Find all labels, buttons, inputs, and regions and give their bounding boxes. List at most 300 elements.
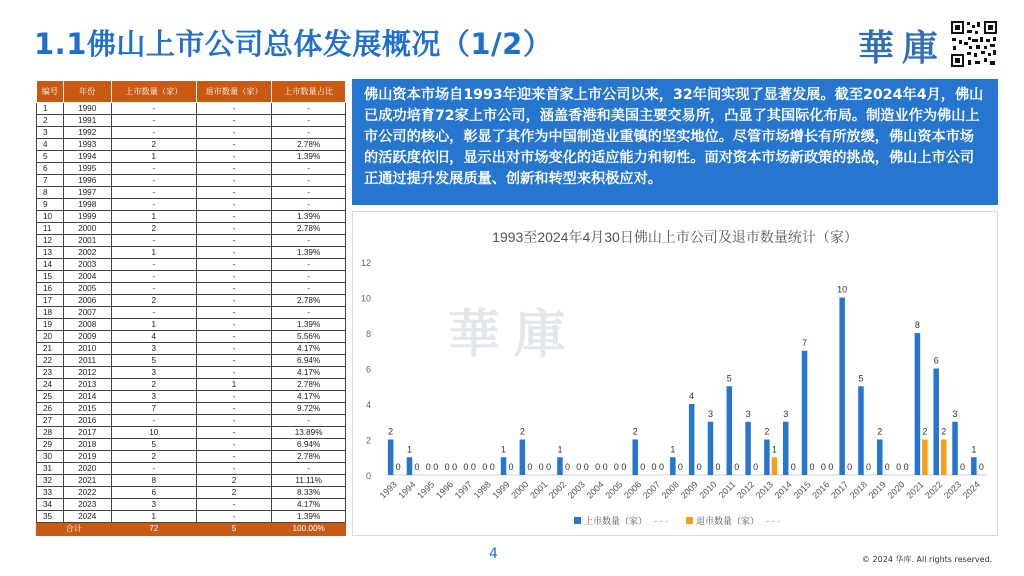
data-label: 0 — [444, 462, 450, 472]
data-label: 2 — [877, 426, 883, 437]
cell-index: 33 — [37, 487, 64, 499]
x-tick-label: 2015 — [791, 479, 813, 501]
cell-delisted: - — [196, 367, 271, 379]
cell-share: - — [272, 175, 346, 187]
x-tick-label: 1998 — [471, 479, 493, 501]
y-tick-label: 6 — [365, 364, 371, 375]
cell-share: 2.78% — [272, 139, 346, 151]
data-label: 4 — [689, 391, 695, 401]
data-label: 0 — [395, 462, 401, 472]
bar-delisted — [772, 457, 778, 475]
bar-delisted — [941, 440, 947, 476]
x-tick-label: 2019 — [866, 479, 888, 501]
cell-delisted: 2 — [196, 487, 271, 499]
table-row — [37, 187, 346, 199]
x-tick-label: 2001 — [528, 479, 550, 501]
bar-listed — [388, 440, 394, 476]
data-label: 2 — [922, 426, 928, 437]
cell-delisted: - — [196, 127, 271, 139]
data-label: 0 — [978, 462, 984, 472]
cell-listed: - — [111, 103, 196, 115]
cell-share: - — [272, 235, 346, 247]
cell-index: 18 — [37, 307, 64, 319]
cell-index: 10 — [37, 211, 64, 223]
cell-delisted: - — [196, 175, 271, 187]
table-row — [37, 451, 346, 463]
table-row — [37, 343, 346, 355]
table-row — [37, 487, 346, 499]
data-label: 0 — [452, 462, 458, 472]
cell-index: 5 — [37, 151, 64, 163]
cell-listed: - — [111, 175, 196, 187]
cell-year: 2020 — [63, 463, 111, 475]
cell-index: 17 — [37, 295, 64, 307]
x-tick-label: 2006 — [622, 479, 644, 501]
cell-delisted: - — [196, 295, 271, 307]
qr-code-icon — [950, 20, 998, 68]
x-tick-label: 2024 — [960, 479, 983, 501]
table-row — [37, 379, 346, 391]
data-label: 0 — [583, 462, 589, 472]
total-label: 合计 — [37, 523, 112, 536]
data-label: 7 — [802, 337, 808, 348]
cell-index: 3 — [37, 127, 64, 139]
bar-listed — [858, 386, 864, 475]
data-label: 0 — [896, 462, 902, 472]
cell-delisted: - — [196, 283, 271, 295]
cell-listed: - — [111, 235, 196, 247]
cell-year: 2022 — [63, 487, 111, 499]
description-panel: 佛山资本市场自1993年迎来首家上市公司以来，32年间实现了显著发展。截至2024年4月，佛山已成功培育72家上市公司，涵盖香港和美国主要交易所，凸显了其国际化布局。制造业作为佛山上市公司的核心，彰显了其作为中国制造业重镇的坚实地位。尽管市场增长有所放缓，佛山资本市场的活跃度依旧，显示出对市场变化的适应能力和韧性。面对资本市场新政策的挑战，佛山上市公司正通过提升发展质量、创新和转型来积极应对。 — [352, 79, 998, 205]
cell-listed: 3 — [111, 367, 196, 379]
cell-share: - — [272, 199, 346, 211]
data-label: 1 — [557, 444, 563, 455]
x-tick-label: 1999 — [490, 479, 512, 501]
table-row — [37, 223, 346, 235]
cell-year: 2007 — [63, 307, 111, 319]
cell-year: 1995 — [63, 163, 111, 175]
cell-listed: - — [111, 283, 196, 295]
header-year: 年份 — [63, 81, 111, 103]
table-row — [37, 499, 346, 511]
legend-line-marker: - - - — [654, 516, 668, 526]
data-label: 0 — [640, 462, 646, 472]
cell-delisted: - — [196, 271, 271, 283]
data-label: 0 — [659, 462, 665, 472]
cell-year: 2004 — [63, 271, 111, 283]
cell-share: - — [272, 307, 346, 319]
table-row — [37, 355, 346, 367]
data-label: 0 — [753, 462, 759, 472]
cell-delisted: - — [196, 499, 271, 511]
bar-listed — [952, 422, 958, 475]
cell-year: 2023 — [63, 499, 111, 511]
table-row — [37, 247, 346, 259]
table-row — [37, 103, 346, 115]
cell-index: 16 — [37, 283, 64, 295]
cell-delisted: - — [196, 211, 271, 223]
data-label: 0 — [828, 462, 834, 472]
cell-index: 19 — [37, 319, 64, 331]
x-tick-label: 2018 — [847, 479, 870, 501]
table-row — [37, 307, 346, 319]
cell-delisted: - — [196, 199, 271, 211]
data-label: 8 — [914, 320, 920, 330]
table-row — [37, 415, 346, 427]
data-label: 0 — [425, 462, 431, 472]
cell-year: 2011 — [63, 355, 111, 367]
x-tick-label: 2022 — [923, 479, 945, 501]
x-tick-label: 2023 — [941, 479, 964, 501]
cell-delisted: - — [196, 415, 271, 427]
data-label: 0 — [576, 462, 582, 472]
table-row — [37, 403, 346, 415]
cell-share: 1.39% — [272, 247, 346, 259]
x-tick-label: 2021 — [904, 479, 926, 501]
table-row — [37, 235, 346, 247]
data-label: 0 — [602, 462, 608, 472]
cell-year: 2010 — [63, 343, 111, 355]
cell-listed: 3 — [111, 391, 196, 403]
data-label: 3 — [783, 408, 789, 419]
x-tick-label: 1995 — [415, 479, 437, 501]
data-label: 0 — [527, 462, 533, 472]
cell-share: - — [272, 115, 346, 127]
x-tick-label: 1994 — [396, 479, 418, 501]
y-tick-label: 2 — [365, 435, 371, 446]
bar-listed — [632, 440, 638, 476]
cell-delisted: - — [196, 163, 271, 175]
cell-delisted: - — [196, 439, 271, 451]
table-row — [37, 475, 346, 487]
cell-index: 1 — [37, 103, 64, 115]
cell-index: 14 — [37, 259, 64, 271]
legend-line-marker: - - - — [766, 516, 780, 526]
data-label: 0 — [538, 462, 544, 472]
cell-delisted: - — [196, 319, 271, 331]
bar-listed — [764, 440, 770, 476]
cell-share: 1.39% — [272, 151, 346, 163]
cell-listed: 1 — [111, 319, 196, 331]
cell-index: 15 — [37, 271, 64, 283]
cell-index: 12 — [37, 235, 64, 247]
x-tick-label: 1993 — [377, 479, 399, 501]
data-label: 0 — [960, 462, 966, 472]
page-number: 4 — [489, 546, 498, 562]
data-label: 0 — [621, 462, 627, 472]
x-tick-label: 1996 — [434, 479, 456, 501]
data-label: 3 — [745, 408, 751, 419]
cell-listed: 5 — [111, 439, 196, 451]
x-tick-label: 2020 — [885, 479, 907, 501]
cell-share: 4.17% — [272, 367, 346, 379]
listing-table-container — [36, 80, 346, 536]
bar-listed — [689, 404, 695, 475]
cell-listed: 7 — [111, 403, 196, 415]
page-title: 1.1佛山上市公司总体发展概况（1/2） — [34, 27, 553, 61]
data-label: 0 — [564, 462, 570, 472]
cell-delisted: - — [196, 307, 271, 319]
x-tick-label: 2009 — [678, 479, 700, 501]
data-label: 2 — [941, 426, 947, 437]
x-tick-label: 2011 — [716, 479, 738, 501]
data-label: 1 — [670, 444, 676, 455]
data-label: 0 — [433, 462, 439, 472]
cell-listed: 2 — [111, 451, 196, 463]
cell-year: 2008 — [63, 319, 111, 331]
cell-share: - — [272, 271, 346, 283]
cell-delisted: - — [196, 259, 271, 271]
chart-panel — [352, 211, 998, 536]
table-row — [37, 151, 346, 163]
data-label: 0 — [884, 462, 890, 472]
cell-share: 2.78% — [272, 295, 346, 307]
cell-listed: - — [111, 307, 196, 319]
bar-listed — [520, 440, 526, 476]
header-listed-share: 上市数量占比 — [272, 81, 346, 103]
cell-index: 9 — [37, 199, 64, 211]
table-row — [37, 367, 346, 379]
table-row — [37, 391, 346, 403]
data-label: 0 — [790, 462, 796, 472]
cell-year: 2006 — [63, 295, 111, 307]
bar-listed — [670, 457, 676, 475]
data-label: 0 — [820, 462, 826, 472]
cell-year: 2002 — [63, 247, 111, 259]
table-row — [37, 319, 346, 331]
cell-year: 1992 — [63, 127, 111, 139]
cell-listed: - — [111, 115, 196, 127]
data-label: 0 — [595, 462, 601, 472]
cell-share: 2.78% — [272, 379, 346, 391]
cell-share: 6.94% — [272, 355, 346, 367]
cell-year: 1997 — [63, 187, 111, 199]
cell-year: 2000 — [63, 223, 111, 235]
y-tick-label: 4 — [365, 400, 371, 410]
cell-listed: 1 — [111, 151, 196, 163]
cell-listed: 4 — [111, 331, 196, 343]
cell-year: 2016 — [63, 415, 111, 427]
header-delisted-count: 退市数量（家） — [196, 81, 271, 103]
bar-listed — [933, 369, 939, 476]
data-label: 0 — [903, 462, 909, 472]
cell-index: 26 — [37, 403, 64, 415]
table-row — [37, 427, 346, 439]
cell-share: 1.39% — [272, 211, 346, 223]
cell-delisted: - — [196, 403, 271, 415]
x-tick-label: 2010 — [697, 479, 719, 501]
table-row — [37, 211, 346, 223]
cell-year: 2019 — [63, 451, 111, 463]
bar-listed — [802, 351, 808, 475]
cell-share: 2.78% — [272, 223, 346, 235]
data-label: 0 — [715, 462, 721, 472]
cell-delisted: - — [196, 103, 271, 115]
data-label: 0 — [463, 462, 469, 472]
table-row — [37, 331, 346, 343]
cell-year: 2014 — [63, 391, 111, 403]
x-tick-label: 2004 — [584, 479, 606, 501]
data-label: 10 — [837, 284, 848, 295]
data-label: 0 — [613, 462, 619, 472]
bar-listed — [708, 422, 714, 475]
cell-index: 23 — [37, 367, 64, 379]
cell-index: 31 — [37, 463, 64, 475]
data-label: 3 — [707, 408, 713, 419]
data-label: 0 — [696, 462, 702, 472]
brand-logo: 華庫 — [858, 27, 947, 69]
cell-share: - — [272, 463, 346, 475]
data-label: 0 — [546, 462, 552, 472]
table-row — [37, 175, 346, 187]
x-tick-label: 2007 — [640, 479, 663, 501]
cell-share: - — [272, 103, 346, 115]
cell-year: 2017 — [63, 427, 111, 439]
cell-index: 7 — [37, 175, 64, 187]
cell-share: 8.33% — [272, 487, 346, 499]
cell-year: 2005 — [63, 283, 111, 295]
x-tick-label: 2002 — [546, 479, 569, 501]
data-label: 0 — [414, 462, 420, 472]
cell-share: 4.17% — [272, 499, 346, 511]
cell-listed: 1 — [111, 211, 196, 223]
cell-listed: 5 — [111, 355, 196, 367]
data-label: 2 — [519, 426, 525, 437]
legend-swatch — [686, 517, 693, 524]
table-row — [37, 511, 346, 523]
cell-year: 2015 — [63, 403, 111, 415]
bar-listed — [971, 457, 977, 475]
cell-year: 1993 — [63, 139, 111, 151]
bar-listed — [501, 457, 507, 475]
cell-delisted: - — [196, 139, 271, 151]
bar-listed — [727, 386, 733, 475]
y-tick-label: 8 — [365, 329, 371, 339]
cell-delisted: - — [196, 427, 271, 439]
cell-index: 30 — [37, 451, 64, 463]
cell-listed: 1 — [111, 247, 196, 259]
cell-year: 2024 — [63, 511, 111, 523]
x-tick-label: 2005 — [603, 479, 625, 501]
x-tick-label: 1997 — [452, 479, 475, 501]
data-label: 0 — [470, 462, 476, 472]
cell-listed: - — [111, 271, 196, 283]
cell-delisted: - — [196, 223, 271, 235]
cell-year: 2021 — [63, 475, 111, 487]
data-label: 1 — [501, 444, 507, 455]
table-row — [37, 283, 346, 295]
bar-listed — [839, 298, 845, 476]
cell-index: 2 — [37, 115, 64, 127]
table-row — [37, 295, 346, 307]
cell-share: 1.39% — [272, 511, 346, 523]
data-label: 0 — [508, 462, 514, 472]
data-label: 0 — [482, 462, 488, 472]
watermark: 華庫 — [448, 304, 581, 365]
cell-share: - — [272, 187, 346, 199]
table-row — [37, 439, 346, 451]
cell-share: - — [272, 283, 346, 295]
cell-listed: - — [111, 259, 196, 271]
table-row — [37, 115, 346, 127]
cell-share: 4.17% — [272, 343, 346, 355]
data-label: 0 — [651, 462, 657, 472]
bar-listed — [915, 333, 921, 475]
cell-share: 1.39% — [272, 319, 346, 331]
data-label: 3 — [952, 408, 958, 419]
data-label: 1 — [406, 444, 412, 455]
copyright-notice: © 2024 华库. All rights reserved. — [862, 555, 993, 564]
x-tick-label: 2017 — [829, 479, 851, 501]
cell-year: 1998 — [63, 199, 111, 211]
data-label: 0 — [847, 462, 853, 472]
cell-year: 2012 — [63, 367, 111, 379]
cell-share: 5.56% — [272, 331, 346, 343]
cell-share: - — [272, 127, 346, 139]
cell-year: 1991 — [63, 115, 111, 127]
cell-listed: 2 — [111, 223, 196, 235]
cell-year: 1999 — [63, 211, 111, 223]
x-tick-label: 2003 — [565, 479, 587, 501]
cell-index: 28 — [37, 427, 64, 439]
bar-listed — [557, 457, 563, 475]
cell-listed: - — [111, 187, 196, 199]
cell-delisted: - — [196, 331, 271, 343]
cell-index: 32 — [37, 475, 64, 487]
data-label: 0 — [677, 462, 683, 472]
bar-listed — [783, 422, 789, 475]
cell-index: 8 — [37, 187, 64, 199]
cell-share: - — [272, 259, 346, 271]
cell-listed: - — [111, 415, 196, 427]
table-header-row — [37, 81, 346, 103]
table-row — [37, 163, 346, 175]
cell-delisted: 2 — [196, 475, 271, 487]
cell-year: 2003 — [63, 259, 111, 271]
x-tick-label: 2008 — [659, 479, 682, 501]
cell-index: 27 — [37, 415, 64, 427]
legend-swatch — [574, 517, 581, 524]
cell-listed: 3 — [111, 343, 196, 355]
table-total-row — [37, 523, 346, 536]
cell-delisted: 1 — [196, 379, 271, 391]
cell-index: 6 — [37, 163, 64, 175]
cell-share: 6.94% — [272, 439, 346, 451]
cell-delisted: - — [196, 511, 271, 523]
y-tick-label: 10 — [360, 293, 371, 304]
total-listed: 72 — [111, 523, 196, 536]
table-row — [37, 271, 346, 283]
data-label: 2 — [764, 426, 770, 437]
header-listed-count: 上市数量（家） — [111, 81, 196, 103]
cell-share: 2.78% — [272, 451, 346, 463]
cell-share: 11.11% — [272, 475, 346, 487]
data-label: 5 — [726, 373, 732, 384]
cell-delisted: - — [196, 187, 271, 199]
data-label: 0 — [734, 462, 740, 472]
cell-index: 29 — [37, 439, 64, 451]
cell-delisted: - — [196, 463, 271, 475]
bar-delisted — [922, 440, 928, 476]
data-label: 0 — [865, 462, 871, 472]
chart-title: 1993至2024年4月30日佛山上市公司及退市数量统计（家） — [492, 229, 858, 245]
cell-listed: 3 — [111, 499, 196, 511]
data-label: 1 — [771, 444, 777, 455]
cell-index: 25 — [37, 391, 64, 403]
data-label: 2 — [632, 426, 638, 437]
x-tick-label: 2000 — [509, 479, 531, 501]
header-index: 编号 — [37, 81, 64, 103]
